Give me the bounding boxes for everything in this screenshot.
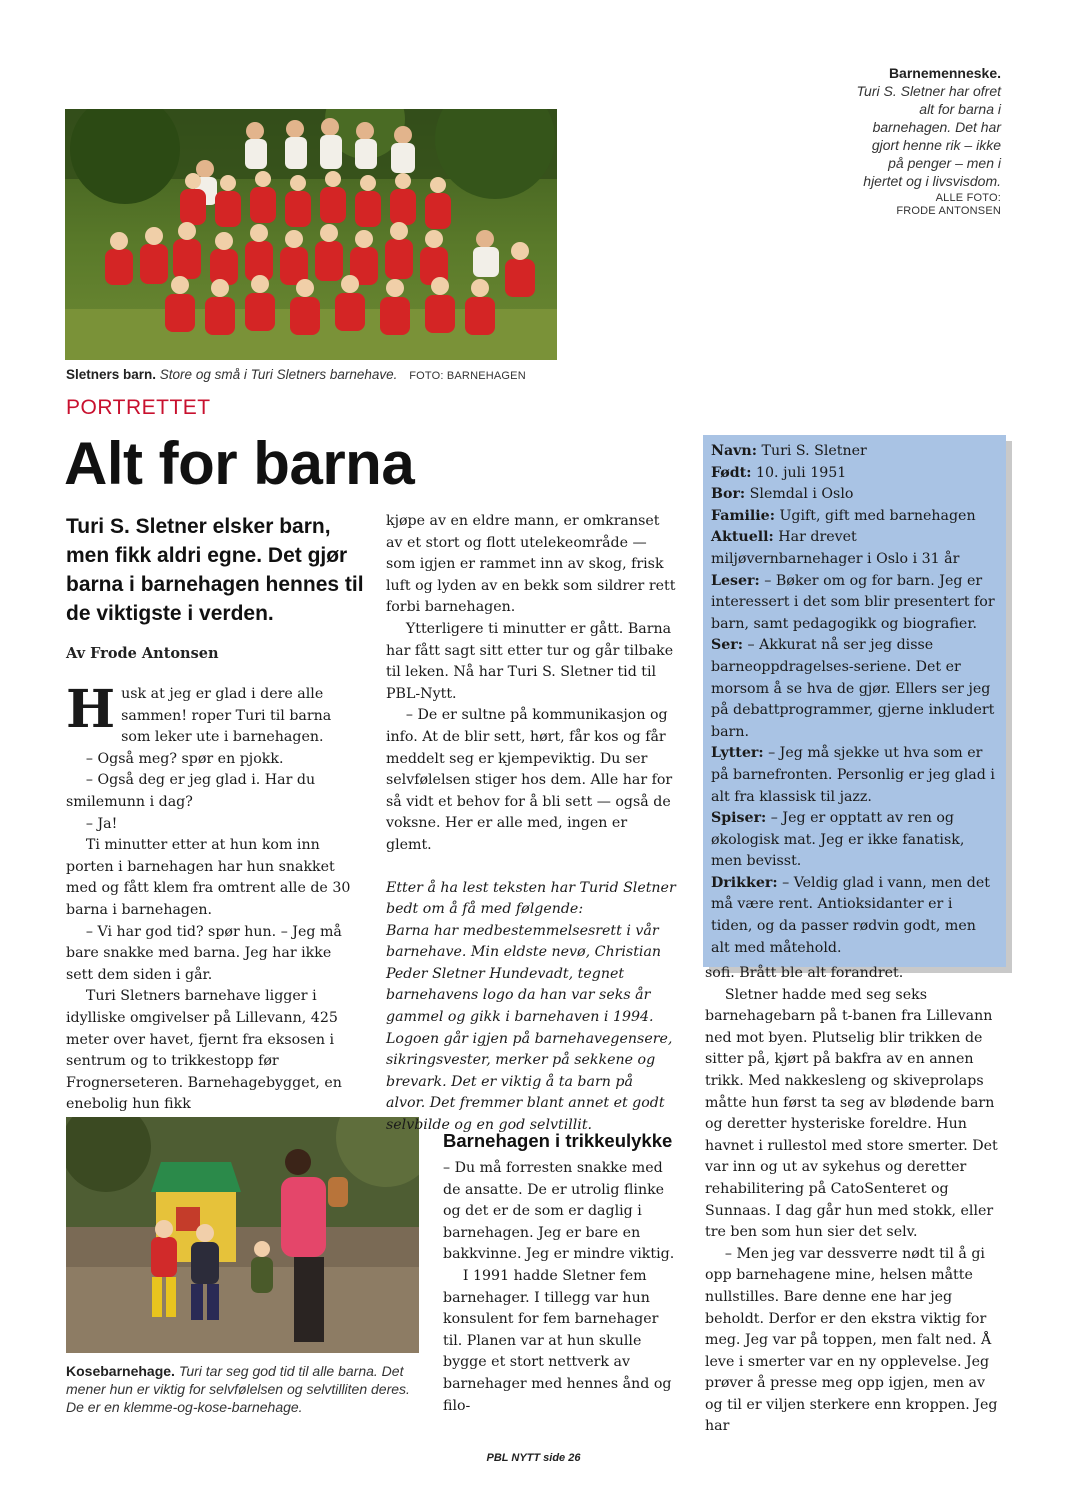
fact-box-value: Ugift, gift med barnehagen	[774, 507, 976, 524]
fact-box-label: Drikker:	[711, 874, 778, 891]
column-1-paragraph: Turi Sletners barnehave ligger i idylliske omgivelser på Lillevann, 425 meter over havet, fjernt fra eksosen i sentrum og to trikkestopp før Frognerseteren. Barnehagebygget, en enebolig hun fikk	[66, 988, 342, 1113]
headline: Alt for barna	[64, 430, 415, 497]
top-caption-credit-2: FRODE ANTONSEN	[896, 205, 1001, 217]
column-2-lower	[443, 1130, 676, 1417]
fact-box-value: Har drevet miljøvernbarnehager i Oslo i 31 år	[711, 529, 960, 567]
column-3-paragraph: – Men jeg var dessverre nødt til å gi opp barnehagene mine, helsen måtte nullstilles. Bare denne ene har jeg beholdt. Derfor er den ekstra viktig for meg. Jeg var på toppen, men falt ned. Å leve i smerter var en ny opplevelse. Jeg prøver å presse meg opp igjen, men av og til er viljen sterkere enn kroppen. Jeg har	[705, 1245, 998, 1435]
fact-box-row	[711, 571, 998, 636]
fact-box	[703, 435, 1006, 967]
fact-box-label: Lytter:	[711, 745, 764, 762]
group-photo-caption-title: Sletners barn.	[66, 367, 157, 382]
top-caption-title: Barnemenneske.	[888, 65, 1001, 81]
fact-box-value: – Akkurat nå ser jeg disse barneoppdragelses-seriene. Det er morsom å se hva de gjør. Ellers ser jeg på debattprogrammer, gjerne inkludert barn.	[711, 637, 995, 740]
byline: Av Frode Antonsen	[66, 645, 219, 662]
group-photo-image	[65, 109, 557, 360]
column-2-italic-body: Barna har medbestemmelsesrett i vår barnehave. Min eldste nevø, Christian Peder Sletner Hundevadt, tegnet barnehavens logo da han var seks år gammel og gikk i barnehaven i 1994. Logoen går igjen på barnehavegensere, sikringsvester, merker på sekkene og brevark. Det er viktig å ta barn på alvor. Det fremmer blant annet et godt selvbilde og en god selvtillit.	[386, 922, 673, 1134]
fact-box-label: Ser:	[711, 637, 743, 654]
group-photo-caption-text: Store og små i Turi Sletners barnehave.	[159, 367, 398, 382]
fact-box-label: Leser:	[711, 572, 760, 589]
fact-box-row	[711, 635, 998, 743]
group-photo-caption	[66, 366, 566, 386]
playground-photo-caption-text: Turi tar seg god tid til alle barna. Det mener hun er viktig for selvfølelsen og selvtilliten deres. De er en klemme-og-kose-barnehage.	[66, 1363, 410, 1415]
kicker: PORTRETTET	[66, 396, 211, 419]
column-2	[386, 511, 676, 1137]
playground-photo-caption	[66, 1362, 421, 1416]
fact-box-value: – Veldig glad i vann, men det må være rent. Antioksidanter er i tiden, og da passer rødvin godt, men alt med måtehold.	[711, 874, 990, 956]
fact-box-value: Slemdal i Oslo	[745, 486, 854, 503]
fact-box-row	[711, 441, 998, 463]
fact-box-row	[711, 484, 998, 506]
column-1-paragraph: – Også meg? spør en pjokk.	[85, 750, 284, 767]
column-1-lead: Husk at jeg er glad i dere alle sammen! roper Turi til barna som leker ute i barnehagen.	[66, 679, 332, 746]
fact-box-row	[711, 743, 998, 808]
fact-box-label: Familie:	[711, 507, 775, 524]
fact-box-row	[711, 873, 998, 959]
column-1-paragraph: – Ja!	[85, 815, 118, 832]
fact-box-list	[711, 441, 998, 959]
column-2-paragraph: I 1991 hadde Sletner fem barnehager. I tillegg var hun konsulent for fem barnehager til. Planen var at hun skulle bygge et stort nettverk av barnehager med hennes ånd og filo-	[443, 1267, 672, 1414]
group-photo-caption-credit: FOTO: BARNEHAGEN	[409, 370, 526, 382]
fact-box-value: 10. juli 1951	[751, 464, 847, 481]
dropcap: H	[66, 679, 116, 740]
column-2-paragraph: Ytterligere ti minutter er gått. Barna har fått sagt sitt etter tur og går tilbake til leken. Nå har Turi S. Sletner tid til PBL-Nytt.	[386, 620, 674, 702]
column-1	[66, 679, 361, 1116]
column-2-paragraph: kjøpe av en eldre mann, er omkranset av et stort og flott utelekeområde — som igjen er rammet inn av skog, frisk luft og lyden av en bekk som sildrer rett forbi barnehagen.	[386, 513, 676, 616]
column-1-paragraph: – Vi har god tid? spør hun. – Jeg må bare snakke med barna. Jeg har ikke sett dem siden i går.	[66, 923, 342, 983]
fact-box-row	[711, 506, 998, 528]
fact-box-label: Bor:	[711, 486, 746, 503]
column-3-paragraph: sofi. Brått ble alt forandret.	[705, 965, 904, 981]
playground-photo	[66, 1117, 419, 1353]
fact-box-value: – Bøker om og for barn. Jeg er interessert i det som blir presentert for barn, samt pedagogikk og biografier.	[711, 572, 995, 632]
fact-box-label: Spiser:	[711, 810, 767, 827]
playground-photo-caption-title: Kosebarnehage.	[66, 1363, 175, 1379]
playground-photo-image	[66, 1117, 419, 1353]
top-caption-credit-1: ALLE FOTO:	[935, 192, 1001, 204]
column-3-paragraph: Sletner hadde med seg seks barnehagebarn på t-banen fra Lillevann ned mot byen. Plutselig blir trikken de sitter på, kjørt på bakfra av en annen trikk. Med nakkesleng og skiveprolaps måtte hun først ta seg av blødende barn og deretter hysteriske foreldre. Hun havnet i rullestol med store smerter. Det var inn og ut av sykehus og deretter rehabilitering på CatoSenteret og Sunnaas. I dag går hun med stokk, eller tre ben som hun sier det selv.	[705, 986, 998, 1241]
top-caption-text: Turi S. Sletner har ofret alt for barna i barnehagen. Det har gjort henne rik – ikke på penger – men i hjertet og i livsvisdom.	[856, 83, 1001, 189]
fact-box-row	[711, 527, 998, 570]
column-2-paragraph: – Du må forresten snakke med de ansatte. De er utrolig flinke og det er de som er daglig i barnehagen. Jeg er bare en bakkvinne. Jeg er mindre viktig.	[443, 1160, 675, 1263]
fact-box-value: – Jeg er opptatt av ren og økologisk mat. Jeg er ikke fanatisk, men bevisst.	[711, 810, 965, 870]
column-2-italic-intro: Etter å ha lest teksten har Turid Sletner bedt om å få med følgende:	[386, 879, 676, 918]
fact-box-row	[711, 808, 998, 873]
fact-box-label: Aktuell:	[711, 529, 774, 546]
column-3	[705, 963, 1001, 1438]
ingress: Turi S. Sletner elsker barn, men fikk aldri egne. Det gjør barna i barnehagen hennes til de viktigste i verden.	[66, 515, 364, 625]
page-footer: PBL NYTT side 26	[486, 1452, 581, 1464]
group-photo	[65, 109, 557, 360]
fact-box-value: – Jeg må sjekke ut hva som er på barnefronten. Personlig er jeg glad i alt fra klassisk til jazz.	[711, 745, 995, 805]
column-1-paragraph: Ti minutter etter at hun kom inn porten i barnehagen har hun snakket med og fått klem fra omtrent alle de 30 barna i barnehagen.	[66, 837, 351, 918]
column-1-paragraph: – Også deg er jeg glad i. Har du smilemunn i dag?	[66, 772, 316, 810]
fact-box-value: Turi S. Sletner	[756, 443, 867, 459]
column-2-paragraph: – De er sultne på kommunikasjon og info. At de blir sett, hørt, får kos og får meddelt seg er kjempeviktig. Du ser selvfølelsen stiger hos dem. Alle har for så vidt et behov for å bli sett — også de voksne. Her er alle med, ingen er glemt.	[386, 707, 673, 853]
fact-box-label: Navn:	[711, 443, 757, 459]
subhead: Barnehagen i trikkeulykke	[443, 1130, 673, 1151]
fact-box-row	[711, 463, 998, 485]
top-caption	[855, 64, 1001, 218]
fact-box-label: Født:	[711, 464, 752, 481]
